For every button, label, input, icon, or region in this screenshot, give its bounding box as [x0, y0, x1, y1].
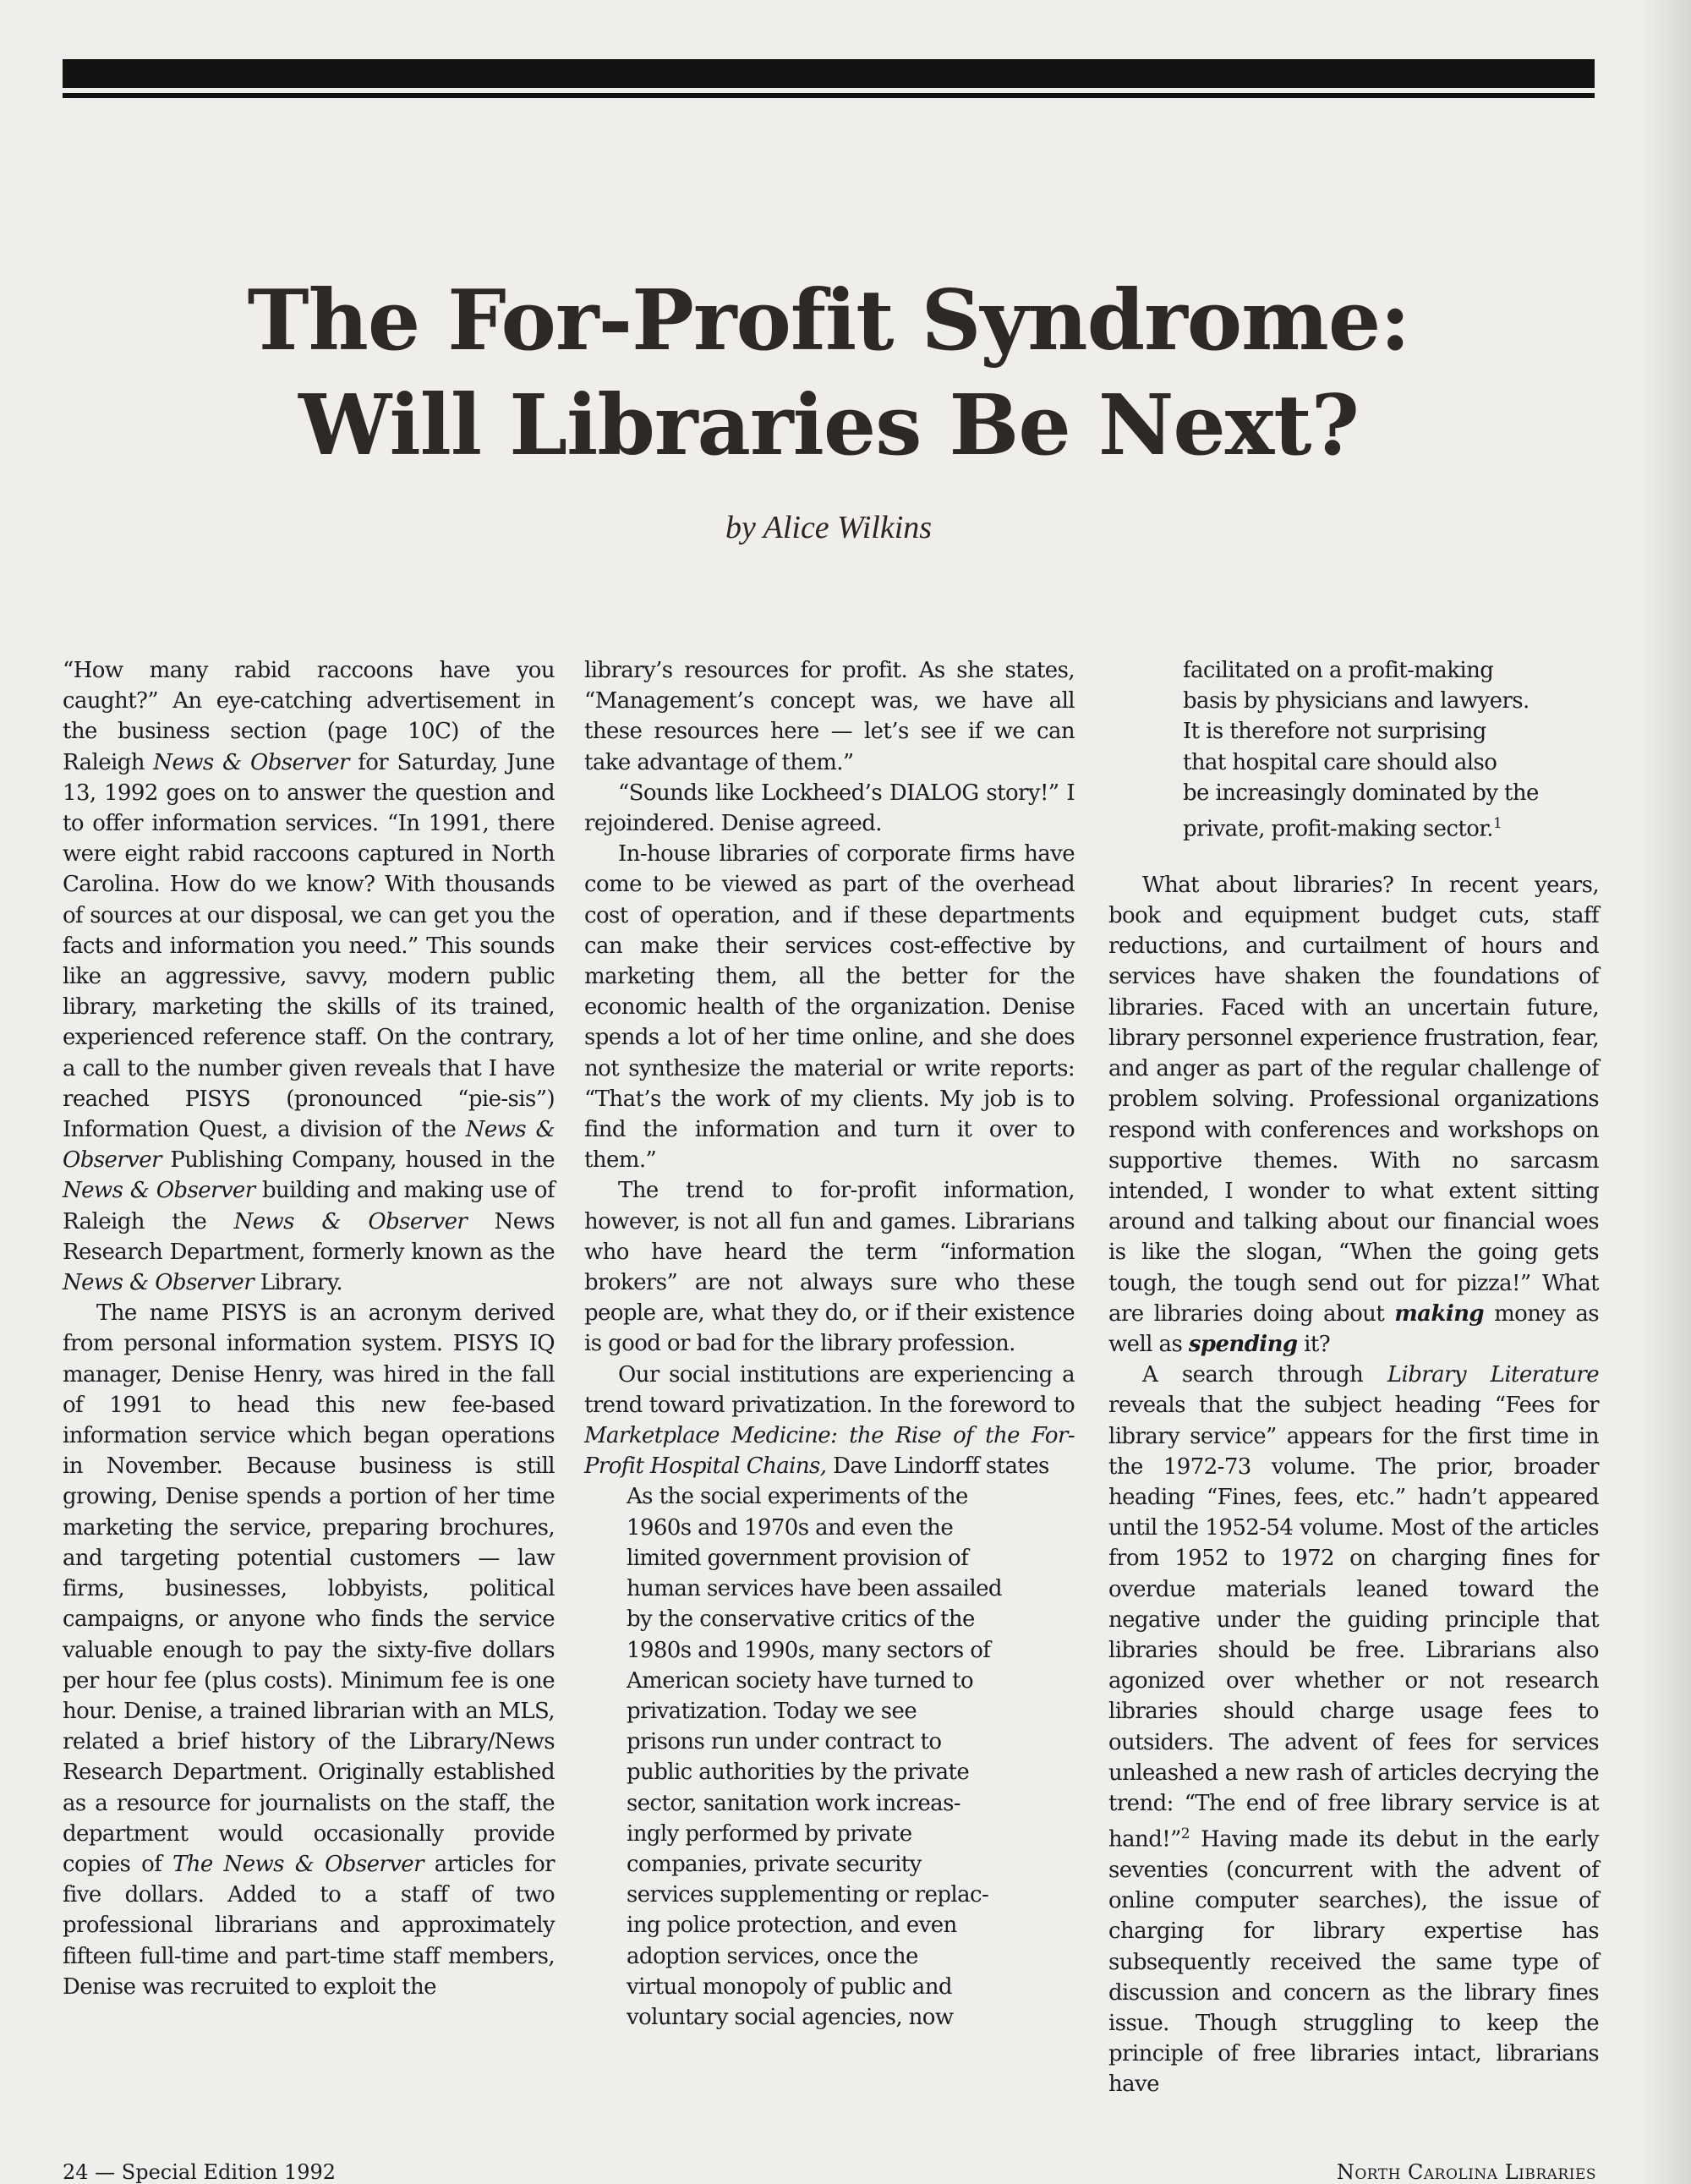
article-title	[63, 269, 1595, 479]
paragraph: library’s resources for profit. As she states, “Management’s concept was, we have all these resources here — let’s see if we can take advantage of them.”	[584, 658, 1075, 775]
footnote-ref-1: 1	[1492, 815, 1502, 833]
paragraph: Our social institutions are experiencing a trend toward privatization. In the foreword to Marketplace Medicine: the Rise of the For-Profit Hospital Chains, Dave Lindorff states	[584, 1361, 1075, 1480]
title-line-2: Will Libraries Be Next?	[298, 377, 1359, 474]
footnote-ref-2: 2	[1180, 1825, 1190, 1843]
paragraph: The name PISYS is an acronym derived from personal information system. PISYS IQ manager, Denise Henry, was hired in the fall of 1991 to head this new fee-based information service which began operations in November. Because business is still growing, Denise spends a portion of her time marketing the service, preparing brochures, and targeting potential customers — law firms, businesses, lobbyists, political campaigns, or anyone who finds the service valuable enough to pay the sixty-five dollars per hour fee (plus costs). Minimum fee is one hour. Denise, a trained librarian with an MLS, related a brief history of the Library/News Research Department. Originally established as a resource for journalists on the staff, the department would occasionally provide copies of The News & Observer articles for five dollars. Added to a staff of two professional librarians and approximately fifteen full-time and part-time staff members, Denise was recruited to exploit the	[63, 1300, 555, 2000]
byline: by Alice Wilkins	[725, 510, 933, 545]
footer-page-info: 24 — Special Edition 1992	[63, 2160, 337, 2184]
paragraph: “Sounds like Lockheed’s DIALOG story!” I rejoindered. Denise agreed.	[584, 780, 1075, 837]
block-quote: As the social experiments of the 1960s and 1970s and even the limited government provision of human services have been assailed by the conservative critics of the 1980s and 1990s, many sectors of American society have turned to privatization. Today we see prisons run under contract to public authorities by the private sector, sanitation work increas- ingly performed by private companies, private security services supplementing or replac- ing police protection, and even adoption services, once the virtual monopoly of public and voluntary social agencies, now	[627, 1484, 1002, 2030]
paragraph: “How many rabid raccoons have you caught?” An eye-catching advertisement in the business section (page 10C) of the Raleigh News & Observer for Saturday, June 13, 1992 goes on to answer the question and to offer information services. “In 1991, there were eight rabid raccoons captured in North Carolina. How do we know? With thousands of sources at our disposal, we can get you the facts and information you need.” This sounds like an aggressive, savvy, modern public library, marketing the skills of its trained, experienced reference staff. On the contrary, a call to the number given reveals that I have reached PISYS (pronounced “pie-sis”) Information Quest, a division of the News & Observer Publishing Company, housed in the News & Observer building and making use of Raleigh the News & Observer News Research Department, formerly known as the News & Observer Library.	[63, 658, 555, 1296]
paragraph: What about libraries? In recent years, book and equipment budget cuts, staff reductions, and curtailment of hours and services have shaken the foundations of libraries. Faced with an uncertain future, library personnel experience frustration, fear, and anger as part of the regular challenge of problem solving. Professional organizations respond with conferences and workshops on supportive themes. With no sarcasm intended, I wonder to what extent sitting around and talking about our financial woes is like the slogan, “When the going gets tough, the tough send out for pizza!” What are libraries doing about making money as well as spending it?	[1108, 872, 1599, 1357]
title-line-1: The For-Profit Syndrome:	[247, 272, 1410, 369]
footer-journal-name: North Carolina Libraries	[1336, 2160, 1596, 2184]
block-quote: facilitated on a profit-making basis by physicians and lawyers. It is therefore not surprising that hospital care should also be increasingly dominated by the private, profit-making sector.$^1$	[1183, 658, 1539, 842]
page-edge-shadow	[1640, 0, 1691, 2184]
paragraph: In-house libraries of corporate firms have come to be viewed as part of the overhead cost of operation, and if these departments can make their services cost-effective by marketing them, all the better for the economic health of the organization. Denise spends a lot of her time online, and she does not synthesize the material or write reports: “That’s the work of my clients. My job is to find the information and turn it over to them.”	[584, 841, 1075, 1174]
paragraph: A search through Library Literature reveals that the subject heading “Fees for library service” appears for the first time in the 1972-73 volume. The prior, broader heading “Fines, fees, etc.” hadn’t appeared until the 1952-54 volume. Most of the articles from 1952 to 1972 on charging fines for overdue materials leaned toward the negative under the guiding principle that libraries should be free. Librarians also agonized over whether or not research libraries should charge usage fees to outsiders. The advent of fees for services unleashed a new rash of articles decrying the trend: “The end of free library service is at hand!”$^2$ Having made its debut in the early seventies (concurrent with the advent of online computer searches), the issue of charging for library expertise has subsequently received the same type of discussion and concern as the library fines issue. Though struggling to keep the principle of free libraries intact, librarians have	[1108, 1362, 1600, 2098]
column-1	[63, 655, 555, 2002]
header-rule-thick	[63, 59, 1595, 88]
paragraph: The trend to for-profit information, however, is not all fun and games. Librarians who have heard the term “information brokers” are not always sure who these people are, what they do, or if their existence is good or bad for the library profession.	[584, 1178, 1075, 1357]
column-3	[1108, 655, 1599, 2100]
column-2	[584, 655, 1075, 2033]
header-rule-thin	[63, 93, 1595, 98]
